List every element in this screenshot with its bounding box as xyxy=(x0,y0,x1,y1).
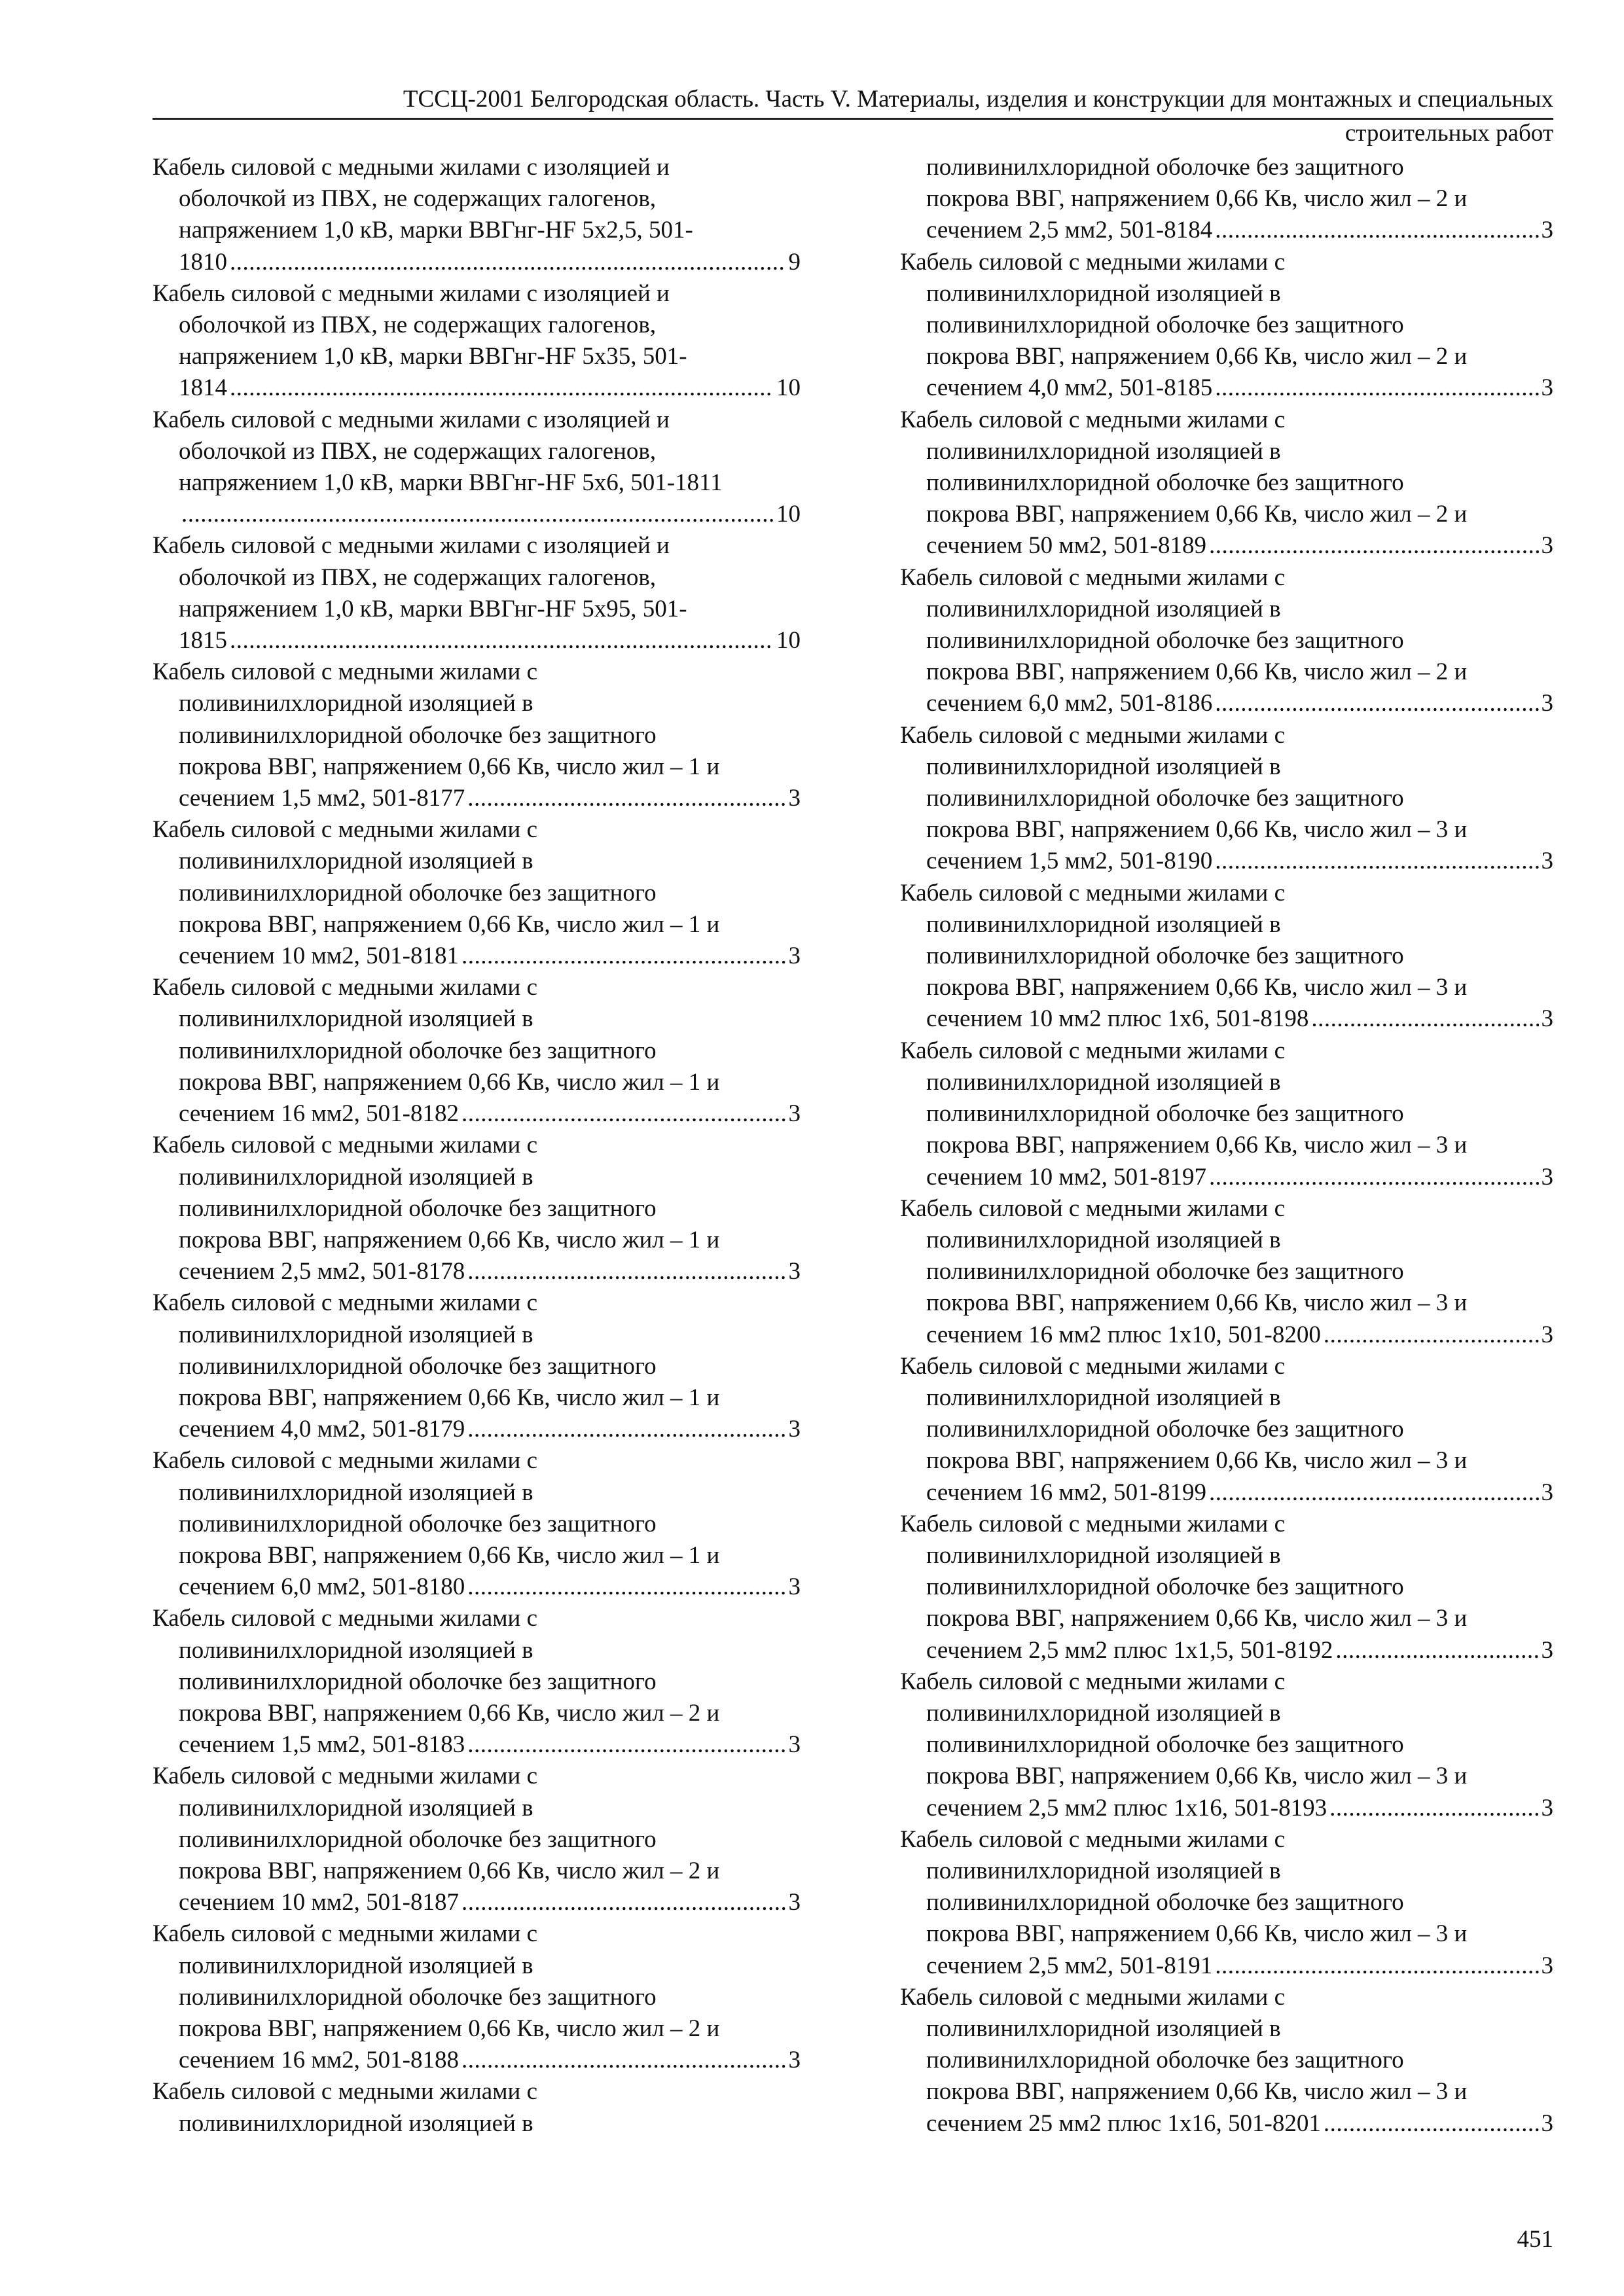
entry-line: поливинилхлоридной изоляцией в xyxy=(179,1321,533,1348)
entry-line: 1815 xyxy=(179,627,227,655)
entry-line: напряжением 1,0 кВ, марки ВВГнг-HF 5х2,5, 501- xyxy=(179,217,693,244)
entry-line: поливинилхлоридной изоляцией в xyxy=(179,1163,533,1191)
dot-leader xyxy=(1311,1003,1538,1035)
entry-page-number: 3 xyxy=(788,1573,801,1601)
entry-line: Кабель силовой с медными жилами с xyxy=(153,1447,538,1475)
entry-line: покрова ВВГ, напряжением 0,66 Кв, число жил – 3 и xyxy=(926,974,1468,1001)
index-entry xyxy=(900,1666,1553,1824)
dot-leader xyxy=(1329,1793,1538,1824)
index-entry xyxy=(900,1193,1553,1351)
entry-page-number: 3 xyxy=(1541,1479,1553,1506)
entry-line: поливинилхлоридной изоляцией в xyxy=(926,753,1281,780)
entry-page-number: 3 xyxy=(1541,1952,1553,1979)
entry-line: сечением 16 мм2, 501-8182 xyxy=(179,1100,459,1128)
dot-leader xyxy=(1335,1635,1538,1666)
entry-line: поливинилхлоридной изоляцией в xyxy=(926,1857,1281,1884)
entry-page-number: 3 xyxy=(788,1889,801,1916)
entry-leader-line xyxy=(900,1003,1553,1035)
dot-leader xyxy=(1209,530,1539,562)
entry-line: поливинилхлоридной оболочке без защитного xyxy=(179,1983,657,2011)
entry-line: покрова ВВГ, напряжением 0,66 Кв, число жил – 3 и xyxy=(926,1605,1468,1632)
index-column-left xyxy=(153,152,801,2140)
entry-line: оболочкой из ПВХ, не содержащих галогенов, xyxy=(179,312,657,339)
entry-line: Кабель силовой с медными жилами с xyxy=(900,879,1286,906)
index-entry xyxy=(153,1761,801,1918)
entry-line: сечением 2,5 мм2 плюс 1х16, 501-8193 xyxy=(926,1794,1327,1821)
index-entry xyxy=(900,1509,1553,1666)
entry-line: поливинилхлоридной оболочке без защитного xyxy=(926,1258,1404,1285)
entry-line: поливинилхлоридной оболочке без защитного xyxy=(179,1510,657,1537)
entry-line: поливинилхлоридной оболочке без защитного xyxy=(926,469,1404,497)
entry-line: 1810 xyxy=(179,248,227,276)
entry-line: поливинилхлоридной оболочке без защитного xyxy=(926,2047,1404,2074)
entry-line: покрова ВВГ, напряжением 0,66 Кв, число жил – 1 и xyxy=(179,1068,720,1096)
entry-line: Кабель силовой с медными жилами с xyxy=(153,974,538,1001)
entry-leader-line xyxy=(153,1729,801,1761)
index-entry xyxy=(153,278,801,404)
index-entry xyxy=(153,404,801,531)
index-entry xyxy=(153,152,801,278)
entry-line: поливинилхлоридной оболочке без защитного xyxy=(926,1889,1404,1916)
entry-page-number: 3 xyxy=(1541,217,1553,244)
entry-line: поливинилхлоридной оболочке без защитного xyxy=(179,721,657,749)
entry-leader-line xyxy=(900,1162,1553,1193)
entry-leader-line xyxy=(153,499,801,530)
entry-line: поливинилхлоридной изоляцией в xyxy=(179,1636,533,1664)
dot-leader xyxy=(181,499,774,530)
entry-line: Кабель силовой с медными жилами с xyxy=(153,816,538,844)
entry-line: поливинилхлоридной оболочке без защитного xyxy=(179,1037,657,1064)
entry-line: Кабель силовой с медными жилами с xyxy=(153,1920,538,1948)
index-entry xyxy=(900,562,1553,720)
entry-line: Кабель силовой с медными жилами с xyxy=(900,1825,1286,1853)
index-entry xyxy=(900,878,1553,1035)
entry-page-number: 3 xyxy=(788,785,801,812)
dot-leader xyxy=(467,1256,785,1287)
entry-leader-line xyxy=(900,846,1553,877)
entry-line: поливинилхлоридной оболочке без защитного xyxy=(926,627,1404,655)
dot-leader xyxy=(1215,846,1538,877)
entry-line: покрова ВВГ, напряжением 0,66 Кв, число жил – 3 и xyxy=(926,1132,1468,1159)
index-entry xyxy=(900,1982,1553,2140)
entry-line: сечением 1,5 мм2, 501-8190 xyxy=(926,848,1213,875)
entry-line: поливинилхлоридной оболочке без защитного xyxy=(926,1731,1404,1759)
entry-leader-line xyxy=(153,2045,801,2076)
entry-line: покрова ВВГ, напряжением 0,66 Кв, число жил – 2 и xyxy=(926,501,1468,528)
entry-line: покрова ВВГ, напряжением 0,66 Кв, число жил – 3 и xyxy=(926,2078,1468,2106)
entry-leader-line xyxy=(153,1414,801,1445)
entry-page-number: 3 xyxy=(788,1100,801,1128)
entry-line: Кабель силовой с медными жилами с xyxy=(900,1983,1286,2011)
entry-leader-line xyxy=(900,1635,1553,1666)
index-entry xyxy=(153,814,801,972)
entry-line: Кабель силовой с медными жилами с xyxy=(153,2078,538,2106)
entry-page-number: 3 xyxy=(1541,532,1553,560)
entry-line: покрова ВВГ, напряжением 0,66 Кв, число жил – 2 и xyxy=(926,185,1468,213)
entry-page-number: 10 xyxy=(776,374,801,402)
entry-line: Кабель силовой с медными жилами с xyxy=(900,1352,1286,1380)
entry-line: оболочкой из ПВХ, не содержащих галогенов, xyxy=(179,437,657,465)
dot-leader xyxy=(461,2045,786,2076)
index-entry xyxy=(900,1824,1553,1982)
entry-line: поливинилхлоридной изоляцией в xyxy=(926,1068,1281,1096)
entry-line: напряжением 1,0 кВ, марки ВВГнг-HF 5х35, 501- xyxy=(179,343,687,370)
dot-leader xyxy=(461,941,786,972)
entry-page-number: 3 xyxy=(1541,1321,1553,1348)
entry-page-number: 3 xyxy=(1541,1794,1553,1821)
entry-line: Кабель силовой с медными жилами с изоляцией и xyxy=(153,279,670,307)
entry-line: поливинилхлоридной изоляцией в xyxy=(179,1479,533,1506)
dot-leader xyxy=(461,1887,786,1918)
entry-line: покрова ВВГ, напряжением 0,66 Кв, число жил – 3 и xyxy=(926,816,1468,844)
entry-line: покрова ВВГ, напряжением 0,66 Кв, число жил – 3 и xyxy=(926,1920,1468,1948)
entry-page-number: 9 xyxy=(788,248,801,276)
entry-leader-line xyxy=(900,2108,1553,2140)
entry-line: Кабель силовой с медными жилами с xyxy=(900,564,1286,591)
entry-line: поливинилхлоридной оболочке без защитного xyxy=(926,785,1404,812)
entry-line: сечением 50 мм2, 501-8189 xyxy=(926,532,1206,560)
entry-line: Кабель силовой с медными жилами с xyxy=(900,1037,1286,1064)
dot-leader xyxy=(230,247,786,278)
entry-leader-line xyxy=(153,783,801,814)
entry-line: Кабель силовой с медными жилами с изоляцией и xyxy=(153,406,670,433)
dot-leader xyxy=(467,1571,785,1603)
dot-leader xyxy=(230,625,774,656)
entry-page-number: 3 xyxy=(1541,374,1553,402)
entry-line: поливинилхлоридной изоляцией в xyxy=(926,1699,1281,1727)
index-entry xyxy=(153,1445,801,1603)
index-entry xyxy=(153,972,801,1130)
entry-leader-line xyxy=(900,688,1553,719)
entry-leader-line xyxy=(900,1793,1553,1824)
entry-page-number: 3 xyxy=(1541,1163,1553,1191)
entry-line: покрова ВВГ, напряжением 0,66 Кв, число жил – 2 и xyxy=(926,343,1468,370)
dot-leader xyxy=(1209,1162,1539,1193)
entry-line: сечением 16 мм2 плюс 1х10, 501-8200 xyxy=(926,1321,1321,1348)
entry-page-number: 10 xyxy=(776,501,801,528)
entry-line: Кабель силовой с медными жилами с изоляцией и xyxy=(153,532,670,560)
entry-line: покрова ВВГ, напряжением 0,66 Кв, число жил – 1 и xyxy=(179,910,720,938)
entry-page-number: 3 xyxy=(788,1258,801,1285)
entry-leader-line xyxy=(900,530,1553,562)
entry-line: покрова ВВГ, напряжением 0,66 Кв, число жил – 1 и xyxy=(179,1384,720,1411)
entry-line: покрова ВВГ, напряжением 0,66 Кв, число жил – 1 и xyxy=(179,753,720,780)
entry-line: поливинилхлоридной оболочке без защитного xyxy=(926,154,1404,181)
entry-line: Кабель силовой с медными жилами с xyxy=(153,1132,538,1159)
entry-page-number: 3 xyxy=(788,1731,801,1759)
entry-line: Кабель силовой с медными жилами с xyxy=(900,248,1286,276)
dot-leader xyxy=(467,783,785,814)
entry-line: покрова ВВГ, напряжением 0,66 Кв, число жил – 2 и xyxy=(179,1699,720,1727)
entry-line: сечением 10 мм2, 501-8181 xyxy=(179,942,459,970)
entry-line: покрова ВВГ, напряжением 0,66 Кв, число жил – 3 и xyxy=(926,1763,1468,1790)
entry-line: Кабель силовой с медными жилами с xyxy=(153,1289,538,1317)
entry-line: поливинилхлоридной изоляцией в xyxy=(179,1952,533,1979)
entry-line: сечением 25 мм2 плюс 1х16, 501-8201 xyxy=(926,2109,1321,2137)
index-entry xyxy=(900,720,1553,878)
entry-line: поливинилхлоридной изоляцией в xyxy=(179,690,533,717)
entry-line: поливинилхлоридной изоляцией в xyxy=(926,910,1281,938)
entry-leader-line xyxy=(153,1256,801,1287)
entry-line: покрова ВВГ, напряжением 0,66 Кв, число жил – 2 и xyxy=(926,658,1468,686)
entry-line: сечением 16 мм2, 501-8199 xyxy=(926,1479,1206,1506)
entry-page-number: 3 xyxy=(788,1416,801,1443)
entry-page-number: 3 xyxy=(788,942,801,970)
entry-line: Кабель силовой с медными жилами с xyxy=(900,1194,1286,1222)
page-number: 451 xyxy=(1517,2226,1553,2253)
entry-line: поливинилхлоридной изоляцией в xyxy=(926,279,1281,307)
entry-line: сечением 16 мм2, 501-8188 xyxy=(179,2047,459,2074)
entry-page-number: 3 xyxy=(1541,690,1553,717)
entry-line: поливинилхлоридной оболочке без защитного xyxy=(926,1416,1404,1443)
entry-line: Кабель силовой с медными жилами с изоляцией и xyxy=(153,154,670,181)
entry-line: сечением 4,0 мм2, 501-8185 xyxy=(926,374,1213,402)
header-title-continuation: строительных работ xyxy=(1344,120,1553,147)
entry-leader-line xyxy=(153,1887,801,1918)
index-entry xyxy=(153,1918,801,2076)
entry-line: сечением 6,0 мм2, 501-8186 xyxy=(926,690,1213,717)
dot-leader xyxy=(467,1729,785,1761)
entry-line: Кабель силовой с медными жилами с xyxy=(153,1605,538,1632)
entry-line: покрова ВВГ, напряжением 0,66 Кв, число жил – 2 и xyxy=(179,1857,720,1884)
dot-leader xyxy=(230,372,774,404)
entry-page-number: 3 xyxy=(1541,848,1553,875)
entry-line: сечением 10 мм2 плюс 1х6, 501-8198 xyxy=(926,1005,1309,1033)
entry-line: поливинилхлоридной изоляцией в xyxy=(179,848,533,875)
entry-line: оболочкой из ПВХ, не содержащих галогенов, xyxy=(179,185,657,213)
entry-line: поливинилхлоридной оболочке без защитного xyxy=(926,1100,1404,1128)
entry-line: Кабель силовой с медными жилами с xyxy=(153,658,538,686)
entry-line: сечением 10 мм2, 501-8187 xyxy=(179,1889,459,1916)
entry-line: поливинилхлоридной изоляцией в xyxy=(926,1226,1281,1253)
dot-leader xyxy=(461,1098,786,1130)
index-entry xyxy=(153,530,801,656)
header-title: ТССЦ-2001 Белгородская область. Часть V. Материалы, изделия и конструкции для монтажных и специальных xyxy=(403,86,1553,113)
entry-line: сечением 2,5 мм2, 501-8184 xyxy=(926,217,1213,244)
entry-line: поливинилхлоридной изоляцией в xyxy=(926,1384,1281,1411)
entry-page-number: 3 xyxy=(788,2047,801,2074)
running-header xyxy=(153,84,1553,120)
index-entry xyxy=(153,1130,801,1287)
entry-leader-line xyxy=(900,1319,1553,1351)
dot-leader xyxy=(1209,1477,1539,1509)
index-entry xyxy=(900,247,1553,404)
entry-line: поливинилхлоридной изоляцией в xyxy=(926,437,1281,465)
entry-line: покрова ВВГ, напряжением 0,66 Кв, число жил – 3 и xyxy=(926,1289,1468,1317)
entry-line: напряжением 1,0 кВ, марки ВВГнг-HF 5х95, 501- xyxy=(179,595,687,622)
dot-leader xyxy=(1215,1950,1538,1982)
entry-line: поливинилхлоридной оболочке без защитного xyxy=(179,1352,657,1380)
entry-line: поливинилхлоридной оболочке без защитного xyxy=(926,1573,1404,1601)
entry-line: покрова ВВГ, напряжением 0,66 Кв, число жил – 2 и xyxy=(179,2015,720,2042)
entry-line: поливинилхлоридной изоляцией в xyxy=(926,1541,1281,1569)
entry-line: Кабель силовой с медными жилами с xyxy=(900,1510,1286,1537)
entry-line: Кабель силовой с медными жилами с xyxy=(900,406,1286,433)
entry-line: сечением 1,5 мм2, 501-8177 xyxy=(179,785,465,812)
entry-page-number: 3 xyxy=(1541,1005,1553,1033)
dot-leader xyxy=(1324,2108,1539,2140)
index-column-right xyxy=(900,152,1553,2140)
entry-line: поливинилхлоридной оболочке без защитного xyxy=(179,1668,657,1695)
entry-line: сечением 1,5 мм2, 501-8183 xyxy=(179,1731,465,1759)
dot-leader xyxy=(467,1414,785,1445)
entry-line: Кабель силовой с медными жилами с xyxy=(900,721,1286,749)
index-entry xyxy=(153,1603,801,1761)
entry-page-number: 3 xyxy=(1541,2109,1553,2137)
entry-leader-line xyxy=(900,372,1553,404)
entry-leader-line xyxy=(153,1571,801,1603)
entry-leader-line xyxy=(900,1477,1553,1509)
entry-leader-line xyxy=(153,1098,801,1130)
index-entry xyxy=(153,656,801,814)
entry-line: поливинилхлоридной оболочке без защитного xyxy=(926,312,1404,339)
entry-page-number: 3 xyxy=(1541,1636,1553,1664)
index-entry xyxy=(900,404,1553,562)
entry-line: покрова ВВГ, напряжением 0,66 Кв, число жил – 1 и xyxy=(179,1226,720,1253)
entry-line: оболочкой из ПВХ, не содержащих галогенов, xyxy=(179,564,657,591)
dot-leader xyxy=(1215,372,1538,404)
entry-line: поливинилхлоридной оболочке без защитного xyxy=(179,1194,657,1222)
index-entry xyxy=(900,1035,1553,1193)
index-entry xyxy=(900,1351,1553,1509)
index-entry xyxy=(153,2076,801,2139)
dot-leader xyxy=(1215,688,1538,719)
entry-line: сечением 6,0 мм2, 501-8180 xyxy=(179,1573,465,1601)
entry-line: сечением 4,0 мм2, 501-8179 xyxy=(179,1416,465,1443)
entry-line: 1814 xyxy=(179,374,227,402)
entry-leader-line xyxy=(153,625,801,656)
entry-line: сечением 10 мм2, 501-8197 xyxy=(926,1163,1206,1191)
entry-leader-line xyxy=(900,1950,1553,1982)
index-entry xyxy=(153,1287,801,1445)
entry-line: Кабель силовой с медными жилами с xyxy=(900,1668,1286,1695)
entry-line: Кабель силовой с медными жилами с xyxy=(153,1763,538,1790)
entry-line: поливинилхлоридной оболочке без защитного xyxy=(179,879,657,906)
entry-line: сечением 2,5 мм2 плюс 1х1,5, 501-8192 xyxy=(926,1636,1333,1664)
entry-line: поливинилхлоридной изоляцией в xyxy=(179,1005,533,1033)
entry-line: поливинилхлоридной изоляцией в xyxy=(926,595,1281,622)
entry-leader-line xyxy=(900,215,1553,246)
entry-line: покрова ВВГ, напряжением 0,66 Кв, число жил – 3 и xyxy=(926,1447,1468,1475)
entry-page-number: 10 xyxy=(776,627,801,655)
entry-line: поливинилхлоридной оболочке без защитного xyxy=(926,942,1404,970)
index-entry xyxy=(900,152,1553,247)
entry-line: покрова ВВГ, напряжением 0,66 Кв, число жил – 1 и xyxy=(179,1541,720,1569)
entry-line: сечением 2,5 мм2, 501-8191 xyxy=(926,1952,1213,1979)
entry-leader-line xyxy=(153,247,801,278)
entry-line: поливинилхлоридной изоляцией в xyxy=(926,2015,1281,2042)
entry-leader-line xyxy=(153,372,801,404)
entry-line: напряжением 1,0 кВ, марки ВВГнг-HF 5х6, 501-1811 xyxy=(179,469,723,497)
entry-line: поливинилхлоридной изоляцией в xyxy=(179,2109,533,2137)
dot-leader xyxy=(1324,1319,1539,1351)
dot-leader xyxy=(1215,215,1538,246)
entry-line: поливинилхлоридной оболочке без защитного xyxy=(179,1825,657,1853)
entry-leader-line xyxy=(153,941,801,972)
entry-line: поливинилхлоридной изоляцией в xyxy=(179,1794,533,1821)
entry-line: сечением 2,5 мм2, 501-8178 xyxy=(179,1258,465,1285)
